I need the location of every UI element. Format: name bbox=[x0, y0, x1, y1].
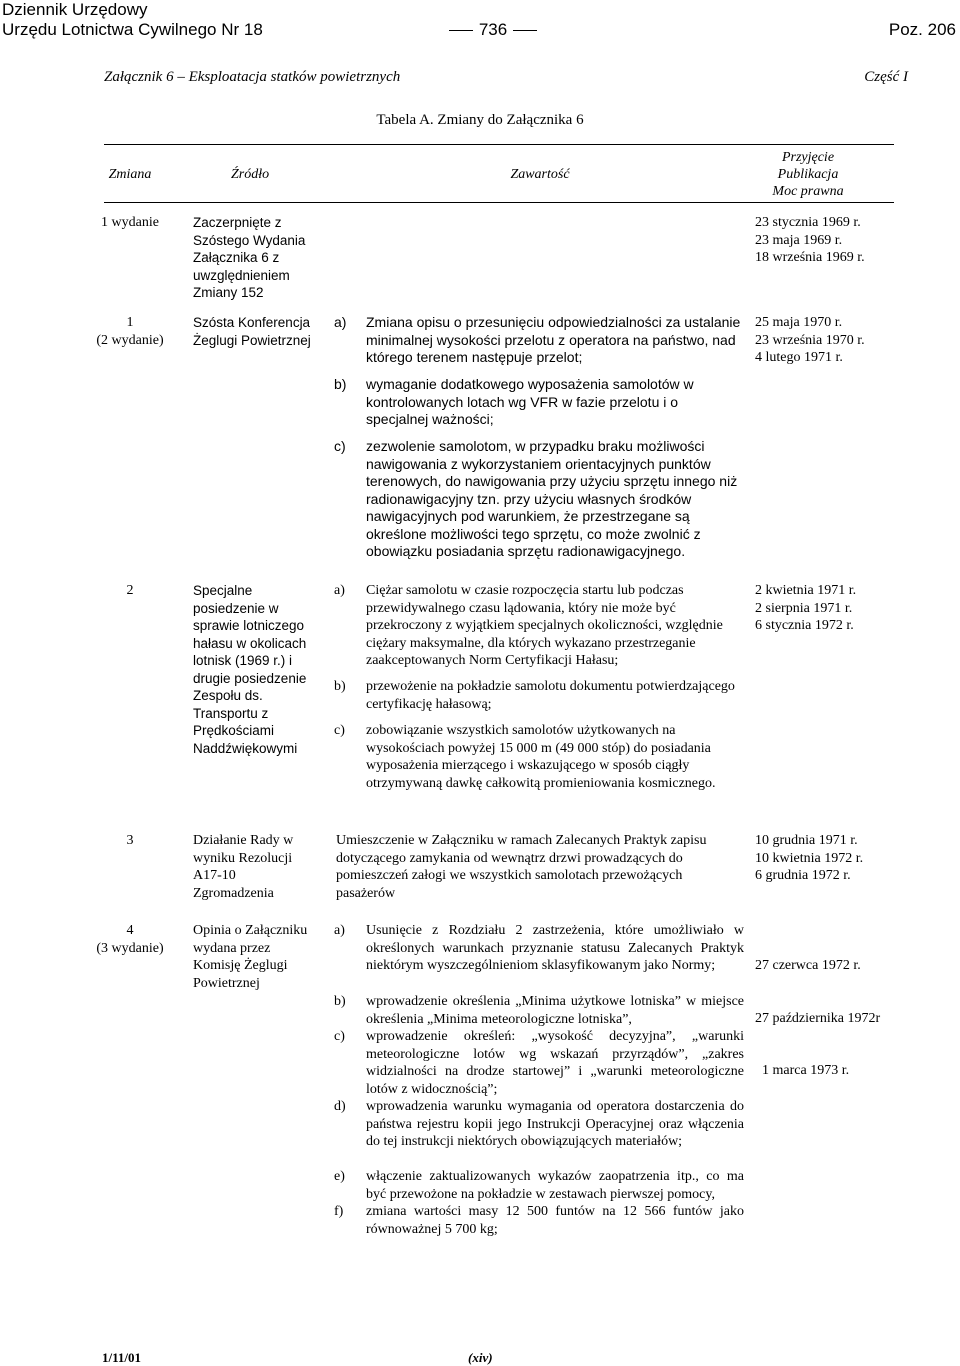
row3-date-przyjecie: 2 kwietnia 1971 r. bbox=[755, 583, 857, 598]
header-top-rule bbox=[104, 144, 894, 145]
item-label: a) bbox=[334, 314, 347, 330]
row2-zmiana-line: (2 wydanie) bbox=[96, 332, 164, 348]
item-label: b) bbox=[334, 679, 346, 694]
item-label: f) bbox=[334, 1204, 344, 1219]
row2-dates bbox=[755, 314, 865, 367]
row4-zrodlo bbox=[193, 832, 328, 902]
row2-item-b bbox=[334, 376, 744, 429]
row5-zmiana bbox=[90, 922, 170, 957]
row5-item-b bbox=[334, 993, 744, 1028]
row5-item-a bbox=[334, 922, 744, 975]
row3-zrodlo-line: Prędkościami bbox=[193, 723, 275, 738]
row3-zrodlo-line: sprawie lotniczego bbox=[193, 618, 305, 633]
col-header-zmiana: Zmiana bbox=[108, 167, 152, 182]
row4-date-przyjecie: 10 grudnia 1971 r. bbox=[755, 833, 858, 848]
row4-date-moc-prawna: 6 grudnia 1972 r. bbox=[755, 868, 851, 883]
row5-date-przyjecie: 27 czerwca 1972 r. bbox=[755, 958, 861, 973]
row2-zrodlo bbox=[193, 314, 328, 349]
dash-left bbox=[449, 30, 473, 31]
row5-date-moc-prawna: 1 marca 1973 r. bbox=[755, 1063, 850, 1078]
row3-zrodlo-line: posiedzenie w bbox=[193, 600, 279, 616]
row3-dates bbox=[755, 582, 856, 635]
row1-zrodlo-line: Zaczerpnięte z bbox=[193, 215, 282, 230]
row2-date-publikacja: 23 września 1970 r. bbox=[755, 332, 865, 348]
row1-date-publikacja: 23 maja 1969 r. bbox=[755, 232, 843, 248]
item-label: a) bbox=[334, 923, 345, 938]
journal-header bbox=[2, 0, 263, 40]
row4-text: Umieszczenie w Załączniku w ramach Zalecanych Praktyk zapisu dotyczącego zamykania od wewnątrz drzwi prowadzących do pomieszczeń załogi we wszystkich samolotach przewożących pasażerów bbox=[336, 833, 707, 901]
row4-zmiana bbox=[90, 832, 170, 850]
item-text: zmiana wartości masy 12 500 funtów na 12 566 funtów jako równoważnej 5 700 kg; bbox=[366, 1204, 744, 1237]
col-header-zrodlo: Źródło bbox=[231, 167, 270, 182]
footer-page-roman: (xiv) bbox=[468, 1350, 493, 1365]
row3-zmiana bbox=[90, 582, 170, 600]
item-label: c) bbox=[334, 723, 345, 738]
page-number bbox=[438, 20, 548, 40]
row2-zmiana-line: 1 bbox=[126, 315, 134, 330]
dash-right bbox=[513, 30, 537, 31]
row4-date-publikacja: 10 kwietnia 1972 r. bbox=[755, 850, 864, 866]
row3-date-moc-prawna: 6 stycznia 1972 r. bbox=[755, 618, 854, 633]
item-label: b) bbox=[334, 994, 346, 1009]
row1-date-moc-prawna: 18 września 1969 r. bbox=[755, 250, 865, 265]
row4-dates bbox=[755, 832, 863, 885]
table-title: Tabela A. Zmiany do Załącznika 6 bbox=[376, 112, 584, 128]
item-text: Usunięcie z Rozdziału 2 zastrzeżenia, które umożliwiało w określonych warunkach przyznanie statusu Zalecanych Praktyk niektórym wyszczególnieniom sklasyfikowanym jako Normy; bbox=[366, 923, 744, 973]
row5-zmiana-line: 4 bbox=[126, 923, 134, 938]
row2-date-moc-prawna: 4 lutego 1971 r. bbox=[755, 350, 843, 365]
row5-item-d bbox=[334, 1098, 744, 1151]
row3-zrodlo-line: hałasu w okolicach bbox=[193, 635, 307, 651]
item-label: c) bbox=[334, 1029, 345, 1044]
row3-date-publikacja: 2 sierpnia 1971 r. bbox=[755, 600, 853, 616]
row5-item-e bbox=[334, 1168, 744, 1203]
journal-title-line2: Urzędu Lotnictwa Cywilnego Nr 18 bbox=[2, 20, 263, 39]
item-text: wprowadzenia warunku wymagania od operatora dostarczenia do państwa rejestru kopii jego Instrukcji Operacyjnej oraz włączenia do tej instrukcji niektórych obowiązujących materiałów; bbox=[366, 1099, 744, 1149]
row5-item-c bbox=[334, 1028, 744, 1098]
item-label: d) bbox=[334, 1099, 346, 1114]
row5-zmiana-line: (3 wydanie) bbox=[96, 940, 164, 956]
row3-zrodlo bbox=[193, 582, 328, 757]
row5-date-publikacja: 27 października 1972r bbox=[755, 1010, 881, 1026]
row1-zrodlo-line: uwzględnieniem bbox=[193, 267, 290, 283]
row5-zrodlo-line: Powietrznej bbox=[193, 975, 260, 991]
row2-zmiana bbox=[90, 314, 170, 349]
item-text: zobowiązanie wszystkich samolotów użytkowanych na wysokościach powyżej 15 000 m (49 000 stóp) do posiadania wyposażenia mierzącego i wskazującego w sposób ciągły otrzymywaną dawkę całkowitą promieniowania kosmicznego. bbox=[366, 723, 716, 791]
item-text: wymaganie dodatkowego wyposażenia samolotów w kontrolowanych lotach wg VFR w fazie przelotu i o specjalnej ważności; bbox=[366, 376, 694, 427]
row5-zrodlo-line: Opinia o Załączniku bbox=[193, 923, 308, 938]
col-header-publikacja: Publikacja bbox=[777, 167, 839, 182]
row4-zmiana-line: 3 bbox=[126, 833, 134, 848]
row3-zrodlo-line: drugie posiedzenie bbox=[193, 670, 307, 686]
item-label: e) bbox=[334, 1169, 345, 1184]
item-text: zezwolenie samolotom, w przypadku braku możliwości nawigowania z wykorzystaniem orientacyjnych punktów terenowych, do nawigowania przy użyciu sprzętu innego niż radionawigacyjny tzn. przy użyciu własnych środków nawigacyjnych pod warunkiem, że przestrzegane są określone możliwości tego sprzętu, co może zwolnić z obowiązku posiadania sprzętu radionawigacyjnego. bbox=[366, 438, 738, 559]
footer-date-code: 1/11/01 bbox=[102, 1350, 142, 1365]
row2-zrodlo-line: Żeglugi Powietrznej bbox=[193, 332, 311, 348]
col-header-dates bbox=[748, 149, 868, 200]
item-text: włączenie zaktualizowanych wykazów zaopatrzenia itp., co ma być przewożone na pokładzie w zestawach pierwszej pomocy, bbox=[366, 1169, 744, 1202]
position-number: Poz. 206 bbox=[888, 20, 956, 39]
row1-zrodlo-line: Zmiany 152 bbox=[193, 285, 264, 300]
row1-dates bbox=[755, 214, 865, 267]
item-text: Ciężar samolotu w czasie rozpoczęcia startu lub podczas przewidywalnego czasu lądowania, który nie może być przekroczony z wyjątkiem specjalnych okoliczności, względnie ciężary maksymalne, dla których wykazano przestrzeganie zaakceptowanych Norm Certyfikacji Hałasu; bbox=[366, 583, 723, 668]
row4-zrodlo-line: wyniku Rezolucji bbox=[193, 850, 293, 866]
col-header-moc-prawna: Moc prawna bbox=[772, 184, 844, 199]
item-label: a) bbox=[334, 583, 345, 598]
row1-zmiana-line: 1 wydanie bbox=[101, 215, 159, 230]
row3-item-c bbox=[334, 722, 744, 792]
item-label: b) bbox=[334, 376, 347, 392]
section-title: Załącznik 6 – Eksploatacja statków powietrznych bbox=[104, 69, 401, 85]
row5-zrodlo-line: wydana przez bbox=[193, 940, 271, 956]
col-header-zawartosc: Zawartość bbox=[510, 167, 570, 182]
row3-zrodlo-line: Transportu z bbox=[193, 705, 269, 721]
row5-zrodlo bbox=[193, 922, 328, 992]
page-number-value: 736 bbox=[478, 20, 508, 39]
item-text: wprowadzenie określeń: „wysokość decyzyjna”, „warunki meteorologiczne lotów wg wskazań przyrządów”, „zakres widzialności na drodze startowej” i „warunki meteorologiczne lotów z widocznością”; bbox=[366, 1029, 744, 1097]
row4-zrodlo-line: Działanie Rady w bbox=[193, 833, 294, 848]
item-text: Zmiana opisu o przesunięciu odpowiedzialności za ustalanie minimalnej wysokości przelotu z operatora na państwo, nad którego terenem następuje przelot; bbox=[366, 314, 741, 365]
part-label: Część I bbox=[864, 69, 908, 85]
row3-zrodlo-line: lotnisk (1969 r.) i bbox=[193, 653, 293, 668]
col-header-przyjecie: Przyjęcie bbox=[781, 150, 835, 165]
row1-date-przyjecie: 23 stycznia 1969 r. bbox=[755, 215, 861, 230]
row4-zrodlo-line: A17-10 bbox=[193, 868, 236, 883]
row1-zmiana bbox=[90, 214, 170, 232]
row2-item-a bbox=[334, 314, 744, 367]
row1-zrodlo bbox=[193, 214, 328, 302]
row3-zmiana-line: 2 bbox=[126, 583, 134, 598]
row3-zrodlo-line: Zespołu ds. bbox=[193, 688, 263, 703]
row1-zrodlo-line: Załącznika 6 z bbox=[193, 250, 280, 265]
header-bottom-rule bbox=[104, 202, 894, 203]
row3-zrodlo-line: Specjalne bbox=[193, 583, 253, 598]
row4-zrodlo-line: Zgromadzenia bbox=[193, 885, 274, 901]
row1-zrodlo-line: Szóstego Wydania bbox=[193, 232, 306, 248]
row3-zrodlo-line: Naddźwiękowymi bbox=[193, 740, 298, 756]
row5-item-f bbox=[334, 1203, 744, 1238]
row3-item-b bbox=[334, 678, 744, 713]
row3-item-a bbox=[334, 582, 744, 670]
item-label: c) bbox=[334, 438, 346, 454]
journal-title-line1: Dziennik Urzędowy bbox=[2, 0, 148, 19]
row2-date-przyjecie: 25 maja 1970 r. bbox=[755, 315, 843, 330]
item-text: przewożenie na pokładzie samolotu dokumentu potwierdzającego certyfikację hałasową; bbox=[366, 679, 735, 712]
row2-item-c bbox=[334, 438, 744, 561]
row5-zrodlo-line: Komisję Żeglugi bbox=[193, 958, 288, 973]
item-text: wprowadzenie określenia „Minima użytkowe lotniska” w miejsce określenia „Minima meteorologiczne lotniska”, bbox=[366, 994, 744, 1027]
row5-dates bbox=[755, 922, 880, 1097]
row2-zrodlo-line: Szósta Konferencja bbox=[193, 315, 311, 330]
